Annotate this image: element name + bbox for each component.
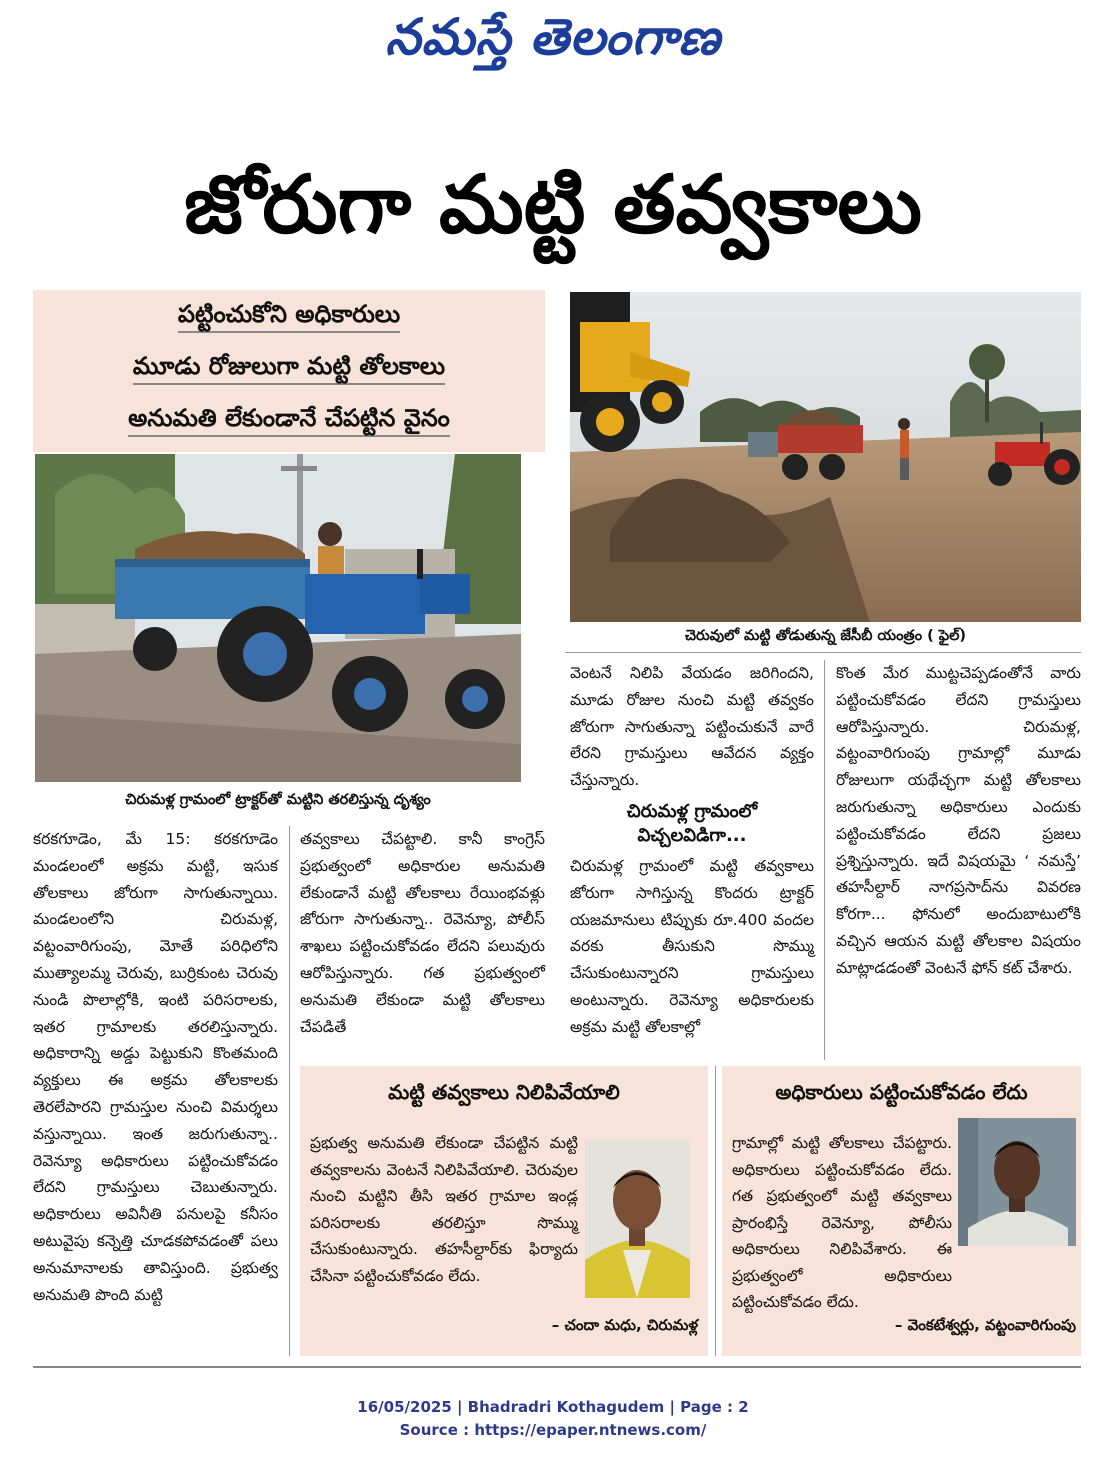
subheadline-2: మూడు రోజులుగా మట్టి తోలకాలు xyxy=(33,352,545,386)
column-divider xyxy=(289,826,290,1356)
headline: జోరుగా మట్టి తవ్వకాలు xyxy=(184,158,922,251)
quote-box-1 xyxy=(300,1066,708,1356)
portrait-photo xyxy=(585,1140,690,1298)
column-divider xyxy=(715,1066,716,1356)
article-subhead: చిరుమళ్ల గ్రామంలో విచ్చలవిడిగా... xyxy=(626,801,758,846)
article-column-2: తవ్వకాలు చేపట్టాలి. కానీ కాంగ్రెస్ ప్రభుత్వంలో అధికారుల అనుమతి లేకుండానే మట్టి తోలకాలు రేయింభవళ్లు జోరుగా సాగుతున్నా.. రెవెన్యూ, పోలీస్ శాఖలు పట్టించుకోవడం లేదని పలువురు ఆరోపిస్తున్నారు. గత ప్రభుత్వంలో అనుమతి లేకుండా మట్టి తోలకాలు చేపడితే xyxy=(300,830,545,1036)
article-column-1: కరకగూడెం, మే 15: కరకగూడెం మండలంలో అక్రమ మట్టి, ఇసుక తోలకాలు జోరుగా సాగుతున్నాయి. మండలంలోని చిరుమళ్ల, వట్టంవారిగుంపు, మోతే పరిధిలోని ముత్యాలమ్మ చెరువు, బుర్రికుంట చెరువు నుండి పొలాల్లోకి, ఇంటి పరిసరాలకు, ఇతర గ్రామాలకు తరలిస్తున్నారు. అధికారాన్ని అడ్డు పెట్టుకుని కొంతమంది వ్యక్తులు ఈ అక్రమ తోలకాలకు తెరలేపారని గ్రామస్తుల నుంచి విమర్శలు వస్తున్నాయి. ఇంత జరుగుతున్నా.. రెవెన్యూ అధికారులు పట్టించుకోవడం లేదని గ్రామస్తులు చెబుతున్నారు. అధికారులు అవినీతి పనులపై కనీసం అటువైపు కన్నెత్తి చూడకపోవడంతో పలు అనుమానాలకు తావిస్తుంది. ప్రభుత్వ అనుమతి పొంది మట్టి xyxy=(33,830,278,1304)
quote-title: మట్టి తవ్వకాలు నిలిపివేయాలి xyxy=(388,1080,620,1104)
quote-box-2 xyxy=(722,1066,1081,1356)
divider xyxy=(565,652,1081,653)
subheadline-box xyxy=(33,290,545,452)
photo-caption-tractor: చిరుమళ్ల గ్రామంలో ట్రాక్టర్‌తో మట్టిని తరలిస్తున్న దృశ్యం xyxy=(125,792,431,808)
subheadline-3: అనుమతి లేకుండానే చేపట్టిన వైనం xyxy=(33,404,545,438)
subheadline-1: పట్టించుకోని అధికారులు xyxy=(33,300,545,334)
footer-divider xyxy=(33,1366,1081,1368)
quote-text: ప్రభుత్వ అనుమతి లేకుండా చేపట్టిన మట్టి తవ్వకాలను వెంటనే నిలిపివేయాలి. చెరువుల నుంచి మట్టిని తీసి ఇతర గ్రామాల ఇండ్ల పరిసరాలకు తరలిస్తూ సొమ్ము చేసుకుంటున్నారు. తహసీల్దార్‌కు ఫిర్యాదు చేసినా పట్టించుకోవడం లేదు. xyxy=(310,1134,578,1285)
photo-caption-jcb: చెరువులో మట్టి తోడుతున్న జేసీబీ యంత్రం ( ఫైల్) xyxy=(684,628,967,644)
article-column-3-bottom: చిరుమళ్ల గ్రామంలో మట్టి తవ్వకాలు జోరుగా సాగిస్తున్న కొందరు ట్రాక్టర్ యజమానులు టిప్పుకు రూ.400 వందల వరకు తీసుకుని సొమ్ము చేసుకుంటున్నారని గ్రామస్తులు అంటున్నారు. రెవెన్యూ అధికారులకు అక్రమ మట్టి తోలకాల్లో xyxy=(570,857,814,1036)
masthead-logo: నమస్తే తెలంగాణ xyxy=(385,8,721,66)
column-divider xyxy=(824,660,825,1060)
quote-title: అధికారులు పట్టించుకోవడం లేదు xyxy=(775,1080,1028,1104)
portrait-photo xyxy=(958,1118,1076,1246)
photo-jcb-digging xyxy=(570,292,1081,622)
quote-text: గ్రామాల్లో మట్టి తోలకాలు చేపట్టారు. అధికారులు పట్టించుకోవడం లేదు. గత ప్రభుత్వంలో మట్టి తవ్వకాలు ప్రారంభిస్తే రెవెన్యూ, పోలీసు అధికారులు నిలిపివేశారు. ఈ ప్రభుత్వంలో అధికారులు పట్టించుకోవడం లేదు. xyxy=(732,1134,952,1311)
article-column-4: కొంత మేర ముట్టచెప్పడంతోనే వారు పట్టించుకోవడం లేదని గ్రామస్తులు ఆరోపిస్తున్నారు. చిరుమళ్ల, వట్టంవారిగుంపు గ్రామాల్లో మూడు రోజులుగా యథేచ్ఛగా మట్టి తోలకాలు జరుగుతున్నా అధికారులు ఎందుకు పట్టించుకోవడం లేదని ప్రజలు ప్రశ్నిస్తున్నారు. ఇదే విషయమై ‘ నమస్తే’ తహసీల్దార్ నాగప్రసాద్‌ను వివరణ కోరగా... ఫోనులో అందుబాటులోకి వచ్చిన ఆయన మట్టి తోలకాల విషయం మాట్లాడడంతో వెంటనే ఫోన్ కట్ చేశారు. xyxy=(836,664,1081,977)
footer-source-link[interactable]: Source : https://epaper.ntnews.com/ xyxy=(399,1421,707,1439)
photo-tractor-carrying-soil xyxy=(35,454,521,782)
article-column-3-top: వెంటనే నిలిపి వేయడం జరిగిందని, మూడు రోజుల నుంచి మట్టి తవ్వకం జోరుగా సాగుతున్నా పట్టించుకునే వారే లేరని గ్రామస్తులు ఆవేదన వ్యక్తం చేస్తున్నారు. xyxy=(570,664,814,790)
quote-signature: – చందా మధు, చిరుమళ్ల xyxy=(551,1316,698,1334)
quote-signature: – వెంకటేశ్వర్లు, వట్టంవారిగుంపు xyxy=(894,1316,1076,1334)
footer-edition-info: 16/05/2025 | Bhadradri Kothagudem | Page : 2 xyxy=(357,1398,749,1416)
